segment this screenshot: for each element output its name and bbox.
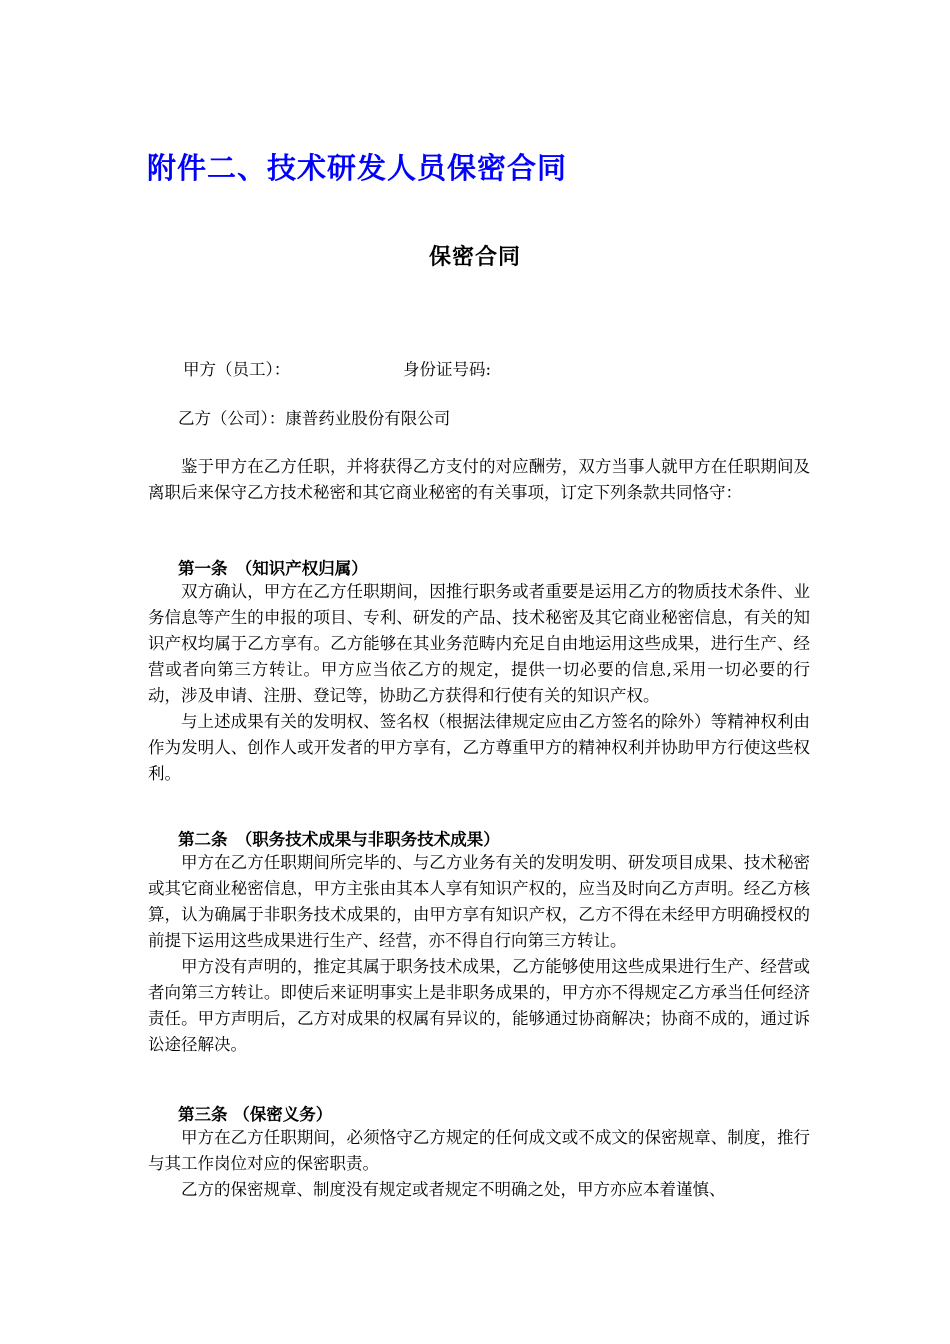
clause-2-body bbox=[148, 850, 810, 1058]
clause-3-paragraph-1: 甲方在乙方任职期间，必须恪守乙方规定的任何成文或不成文的保密规章、制度，推行与其工作岗位对应的保密职责。 bbox=[148, 1128, 810, 1173]
clause-3-title: 第三条 （保密义务） bbox=[178, 1105, 333, 1124]
clause-1-paragraph-1: 双方确认，甲方在乙方任职期间，因推行职务或者重要是运用乙方的物质技术条件、业务信息等产生的申报的项目、专利、研发的产品、技术秘密及其它商业秘密信息，有关的知识产权均属于乙方享有。乙方能够在其业务范畴内充足自由地运用这些成果，进行生产、经营或者向第三方转让。甲方应当依乙方的规定，提供一切必要的信息,采用一切必要的行动，涉及申请、注册、登记等，协助乙方获得和行使有关的知识产权。 bbox=[148, 582, 810, 705]
preamble bbox=[148, 454, 810, 506]
clause-2-title: 第二条 （职务技术成果与非职务技术成果） bbox=[178, 830, 500, 849]
party-b-line: 乙方（公司）：康普药业股份有限公司 bbox=[178, 409, 451, 428]
clause-1-body bbox=[148, 579, 810, 787]
clause-3-body bbox=[148, 1125, 810, 1203]
id-number-label: 身份证号码: bbox=[403, 360, 492, 379]
attachment-heading: 附件二、技术研发人员保密合同 bbox=[147, 151, 568, 185]
clause-2-paragraph-2: 甲方没有声明的，推定其属于职务技术成果，乙方能够使用这些成果进行生产、经营或者向第三方转让。即使后来证明事实上是非职务成果的，甲方亦不得规定乙方承当任何经济责任。甲方声明后，乙方对成果的权属有异议的，能够通过协商解决；协商不成的，通过诉讼途径解决。 bbox=[148, 957, 810, 1054]
party-a-label: 甲方（员工）： bbox=[183, 360, 291, 379]
preamble-text: 鉴于甲方在乙方任职，并将获得乙方支付的对应酬劳，双方当事人就甲方在任职期间及离职后来保守乙方技术秘密和其它商业秘密的有关事项，订定下列条款共同恪守： bbox=[148, 457, 810, 502]
clause-1-title: 第一条 （知识产权归属） bbox=[178, 559, 368, 578]
clause-3-paragraph-2: 乙方的保密规章、制度没有规定或者规定不明确之处，甲方亦应本着谨慎、 bbox=[181, 1180, 726, 1199]
clause-2-paragraph-1: 甲方在乙方任职期间所完毕的、与乙方业务有关的发明发明、研发项目成果、技术秘密或其它商业秘密信息，甲方主张由其本人享有知识产权的，应当及时向乙方声明。经乙方核算，认为确属于非职务技术成果的，由甲方享有知识产权，乙方不得在未经甲方明确授权的前提下运用这些成果进行生产、经营，亦不得自行向第三方转让。 bbox=[148, 853, 810, 950]
document-title: 保密合同 bbox=[428, 245, 521, 270]
clause-1-paragraph-2: 与上述成果有关的发明权、签名权（根据法律规定应由乙方签名的除外）等精神权利由作为发明人、创作人或开发者的甲方享有，乙方尊重甲方的精神权利并协助甲方行使这些权利。 bbox=[148, 712, 810, 783]
